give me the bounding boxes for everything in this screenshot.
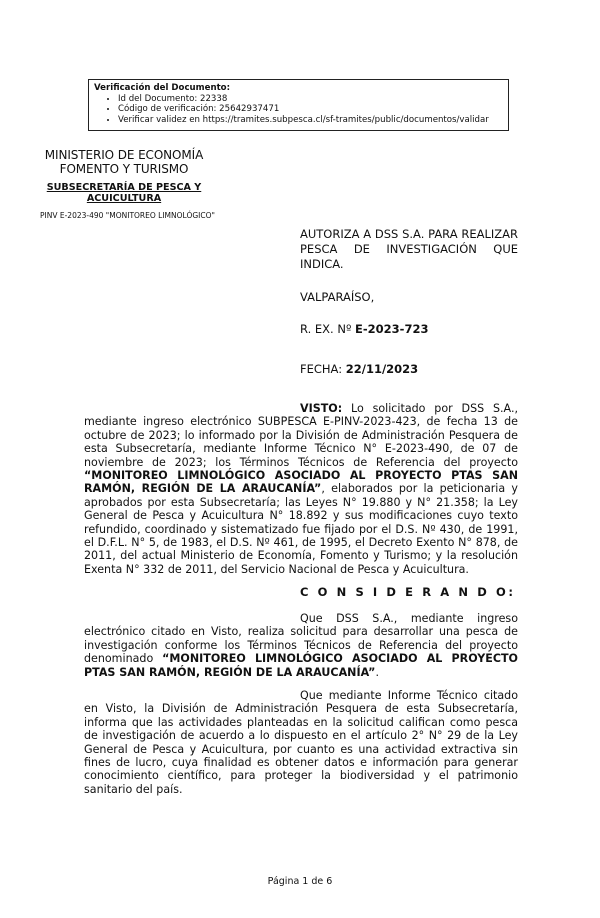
visto-paragraph (84, 402, 518, 576)
resolution-date (300, 362, 518, 377)
considerando-heading: C O N S I D E R A N D O: (300, 585, 516, 599)
ministry-line-2: FOMENTO Y TURISMO (59, 162, 189, 176)
considerando-p1-project: “MONITOREO LIMNOLÓGICO ASOCIADO AL PROYECTO PTAS SAN RAMÓN, REGIÓN DE LA ARAUCANÍA” (84, 652, 518, 679)
visto-project: “MONITOREO LIMNOLÓGICO ASOCIADO AL PROYECTO PTAS SAN RAMÓN, REGIÓN DE LA ARAUCANÍA” (84, 469, 518, 496)
considerando-paragraph-2: Que mediante Informe Técnico citado en Visto, la División de Administración Pesquera de esta Subsecretaría, informa que las actividades planteadas en la solicitud califican como pesca de investigación de acuerdo a lo dispuesto en el artículo 2° N° 29 de la Ley General de Pesca y Acuicultura, por cuanto es una actividad extractiva sin fines de lucro, cuya finalidad es obtener datos e información para generar conocimiento científico, para proteger la biodiversidad y el patrimonio sanitario del país. (84, 689, 518, 796)
considerando-p1-end: . (375, 665, 379, 679)
resolution-place: VALPARAÍSO, (300, 290, 375, 304)
rex-label: R. EX. Nº (300, 322, 352, 336)
ministry-name (40, 148, 208, 176)
date-label: FECHA: (300, 362, 343, 376)
rex-number: E-2023-723 (355, 322, 429, 336)
considerando-p1-text: Que DSS S.A., mediante ingreso electrónico citado en Visto, realiza solicitud para desarrollar una pesca de investigación conforme los Términos Técnicos de Referencia del proyecto denominado (84, 612, 518, 666)
date-value: 22/11/2023 (345, 362, 419, 376)
verification-list (94, 94, 508, 126)
resolution-number (300, 322, 518, 337)
resolution-title: AUTORIZA A DSS S.A. PARA REALIZAR PESCA DE INVESTIGACIÓN QUE INDICA. (300, 227, 518, 271)
subsecretaria-name: SUBSECRETARÍA DE PESCA Y ACUICULTURA (46, 182, 202, 204)
visto-text-2: , elaborados por la peticionaria y aprobados por esta Subsecretaría; las Leyes N° 19.880 y N° 21.358; la Ley General de Pesca y Acuicultura N° 18.892 y sus modificaciones cuyo texto refundido, coordinado y sistematizado fue fijado por el D.S. Nº 430, de 1991, el D.F.L. N° 5, de 1983, el D.S. Nº 461, de 1995, el Decreto Exento N° 878, de 2011, del actual Ministerio de Economía, Fomento y Turismo; y la resolución Exenta N° 332 de 2011, del Servicio Nacional de Pesca y Acuicultura. (84, 482, 518, 576)
ministry-line-1: MINISTERIO DE ECONOMÍA (44, 148, 204, 162)
verification-item-url[interactable]: • Verificar validez en https://tramites.subpesca.cl/sf-tramites/public/documentos/validar (118, 115, 508, 126)
verification-item-id: • Id del Documento: 22338 (118, 94, 508, 105)
reference-code: PINV E-2023-490 "MONITOREO LIMNOLÓGICO" (40, 211, 215, 220)
verification-title: Verificación del Documento: (94, 83, 231, 93)
verification-item-code: • Código de verificación: 25642937471 (118, 104, 508, 115)
visto-label: VISTO: (300, 402, 343, 415)
page-number: Página 1 de 6 (267, 876, 333, 887)
visto-text-1: Lo solicitado por DSS S.A., mediante ingreso electrónico SUBPESCA E-PINV-2023-423, de fecha 13 de octubre de 2023; lo informado por la División de Administración Pesquera de esta Subsecretaría, mediante Informe Técnico N° E-2023-490, de 07 de noviembre de 2023; los Términos Técnicos de Referencia del proyecto (84, 402, 518, 469)
verification-box (88, 79, 509, 131)
considerando-paragraph-1 (84, 612, 518, 679)
